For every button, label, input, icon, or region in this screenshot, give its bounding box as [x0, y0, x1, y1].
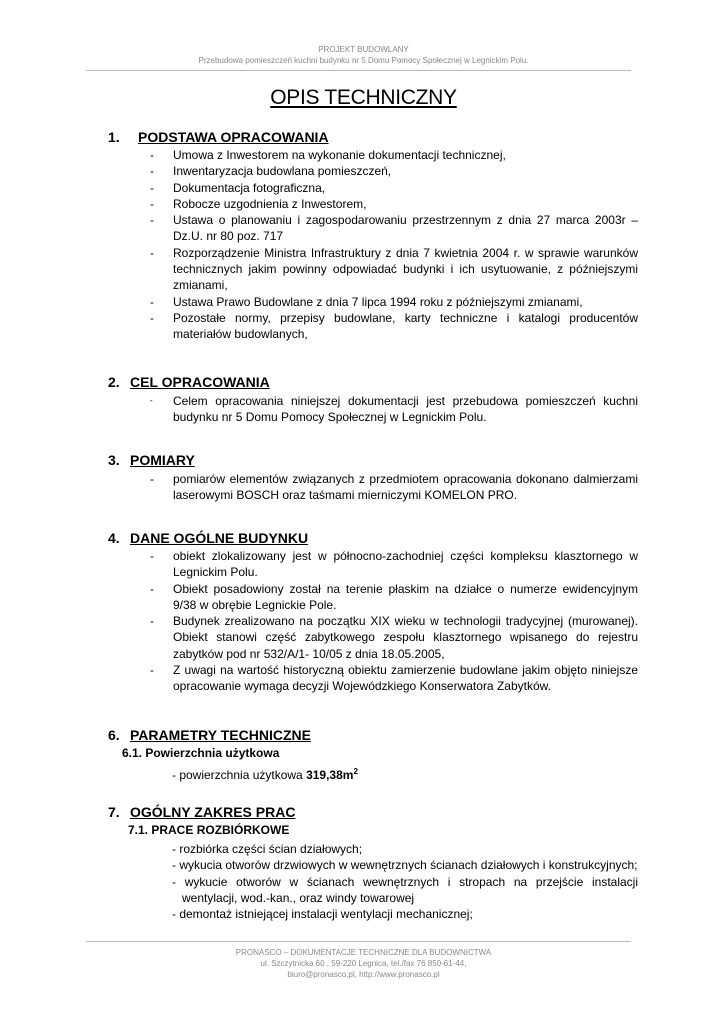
list-item: - Z uwagi na wartość historyczną obiektu zamierzenie budowlane jakim objęto niniejsze opracowanie wymaga decyzji Wojewódzkiego Konserwatora Zabytków. [150, 663, 638, 694]
list-item: - demontaż istniejącej instalacji wentylacji mechanicznej; [172, 907, 473, 922]
section-6-label: PARAMETRY TECHNICZNE [130, 727, 311, 743]
list-item: - Rozporządzenie Ministra Infrastruktury z dnia 7 kwietnia 2004 r. w sprawie warunków technicznych jakim powinny odpowiadać budynki i ich usytuowanie, z późniejszymi zmianami, [150, 245, 638, 293]
list-item: - Dokumentacja fotograficzna, [150, 180, 326, 195]
section-6-heading [108, 727, 311, 743]
list-item: - Ustawa o planowaniu i zagospodarowaniu przestrzennym z dnia 27 marca 2003r – Dz.U. nr 80 poz. 717 [150, 213, 638, 244]
section-6-1-heading: 6.1. Powierzchnia użytkowa [122, 746, 280, 760]
section-3-list [150, 471, 638, 504]
section-7-number: 7. [108, 804, 120, 820]
list-item: - Pozostałe normy, przepisy budowlane, karty techniczne i katalogi producentów materiałów budowlanych, [150, 310, 638, 342]
section-4-number: 4. [108, 530, 120, 546]
section-1-number: 1. [108, 129, 120, 145]
document-title: OPIS TECHNICZNY [270, 86, 457, 109]
section-3-number: 3. [108, 452, 120, 468]
header-project-subtitle: Przebudowa pomieszczeń kuchni budynku nr 5 Domu Pomocy Społecznej w Legnickim Polu. [198, 56, 529, 65]
section-7-heading [108, 804, 295, 820]
list-item: - pomiarów elementów związanych z przedmiotem opracowania dokonano dalmierzami laserowymi BOSCH oraz taśmami mierniczymi KOMELON PRO. [150, 472, 638, 503]
section-2-list [150, 393, 638, 426]
section-7-list [172, 841, 638, 922]
section-2-label: CEL OPRACOWANIA [130, 374, 270, 390]
section-3-label: POMIARY [130, 452, 195, 468]
list-item: - Robocze uzgodnienia z Inwestorem, [150, 196, 367, 211]
usable-area-line [172, 764, 358, 783]
list-item: - Celem opracowania niniejszej dokumentacji jest przebudowa pomieszczeń kuchni budynku nr 5 Domu Pomocy Społecznej w Legnickim Polu. [150, 394, 638, 425]
footer-contact: biuro@pronasco.pl, http://www.pronasco.pl [287, 970, 440, 979]
section-7-label: OGÓLNY ZAKRES PRAC [130, 804, 296, 820]
list-item: - Inwentaryzacja budowlana pomieszczeń, [150, 164, 392, 179]
usable-area-value: 319,38m [306, 768, 354, 782]
header-project-label: PROJEKT BUDOWLANY [318, 45, 409, 54]
section-4-list [150, 548, 638, 695]
usable-area-unit-exponent: 2 [353, 767, 358, 776]
list-item: - Budynek zrealizowano na początku XIX wieku w technologii tradycyjnej (murowanej). Obiekt stanowi część zabytkowego zespołu klasztornego wpisanego do rejestru zabytków pod nr 532/A/1- 10/05 z dnia 18.05.2005, [150, 614, 638, 661]
list-item: - Obiekt posadowiony został na terenie płaskim na działce o numerze ewidencyjnym 9/38 w obrębie Legnickie Pole. [150, 581, 638, 612]
list-item: - Ustawa Prawo Budowlane z dnia 7 lipca 1994 roku z późniejszymi zmianami, [150, 294, 583, 309]
list-item: - Umowa z Inwestorem na wykonanie dokumentacji technicznej, [150, 148, 506, 162]
section-7-1-heading: 7.1. PRACE ROZBIÓRKOWE [128, 823, 290, 837]
section-1-heading [108, 129, 329, 145]
section-4-label: DANE OGÓLNE BUDYNKU [130, 530, 309, 546]
section-1-label: PODSTAWA OPRACOWANIA [138, 129, 329, 145]
footer-divider [86, 941, 631, 942]
footer-address: ul. Szczytnicka 60 , 59-220 Legnica, tel./fax 76 850-61-44, [260, 959, 467, 968]
list-item: - obiekt zlokalizowany jest w północno-zachodniej części kompleksu klasztornego w Legnickim Polu. [150, 549, 638, 580]
list-item: - wykucia otworów drzwiowych w wewnętrznych ścianach działowych i konstrukcyjnych; [172, 858, 638, 873]
section-4-heading [108, 530, 308, 546]
section-6-number: 6. [108, 727, 120, 743]
list-item: - rozbiórka części ścian działowych; [172, 842, 363, 856]
header-divider [86, 70, 631, 71]
section-1-list [150, 147, 638, 343]
list-item: - wykucie otworów w ścianach wewnętrznych i stropach na przejście instalacji wentylacji, wod.-kan., oraz windy towarowej [172, 874, 638, 905]
usable-area-label: - powierzchnia użytkowa [172, 768, 307, 782]
footer-company: PRONASCO – DOKUMENTACJE TECHNICZNE DLA BUDOWNICTWA [235, 948, 492, 957]
section-2-heading [108, 374, 270, 390]
section-2-number: 2. [108, 374, 120, 390]
section-3-heading [108, 452, 195, 468]
